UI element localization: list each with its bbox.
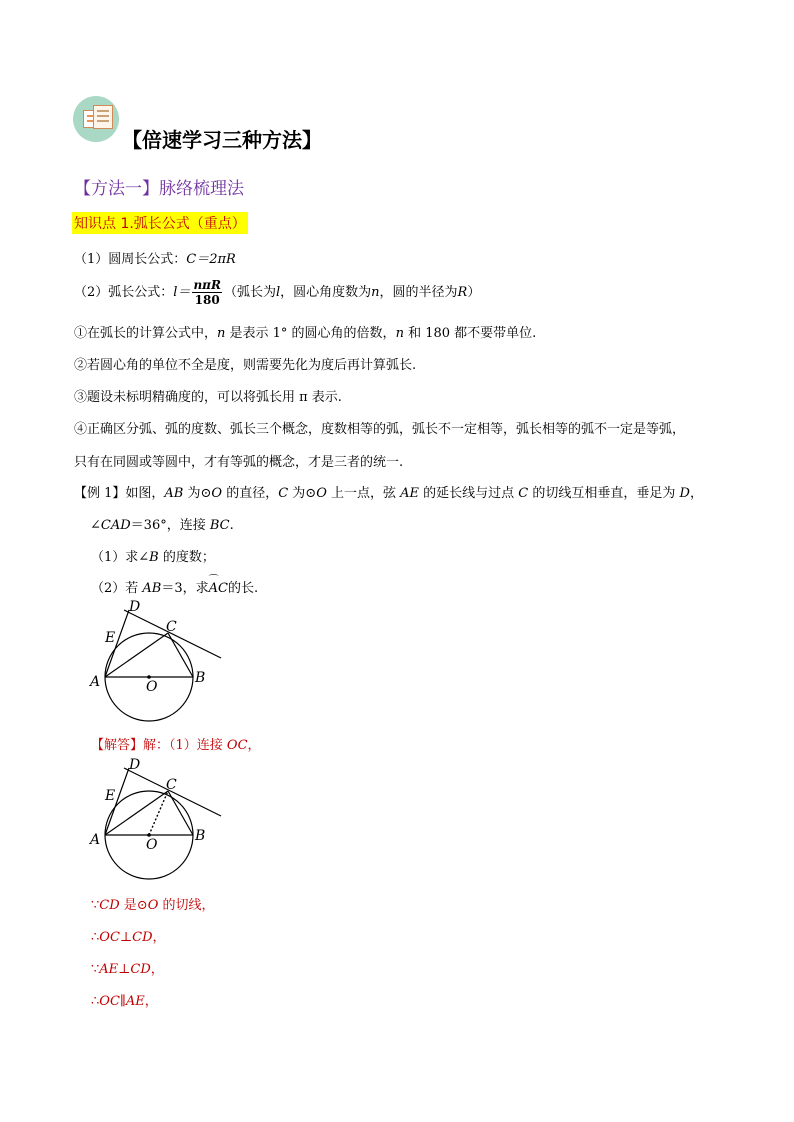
- fraction: $\frac{\text{nπR}}{180}$: [193, 278, 221, 307]
- solution-label: 【解答】: [91, 738, 144, 753]
- geometry-figure-2: [86, 756, 226, 882]
- label-a: A: [90, 832, 101, 848]
- label-a: A: [90, 674, 101, 690]
- label-c: C: [166, 619, 177, 635]
- question-2: （2）若 AB＝3，求⌒ AC的长.: [91, 577, 258, 596]
- label-b: B: [195, 828, 206, 844]
- note-1: ①在弧长的计算公式中，n 是表示 1° 的圆心角的倍数，n 和 180 都不要带单位.: [74, 326, 537, 341]
- method-heading: 【方法一】脉络梳理法: [74, 179, 244, 199]
- label-e: E: [105, 788, 116, 804]
- note-4: ④正确区分弧、弧的度数、弧长三个概念，度数相等的弧，弧长不一定相等，弧长相等的弧不一定是等弧，: [74, 422, 686, 437]
- label-o: O: [146, 679, 158, 695]
- solution-intro: 【解答】解：（1）连接 OC，: [91, 738, 261, 753]
- example-statement-continued: ∠CAD＝36°，连接 BC.: [90, 518, 234, 533]
- page-title: 【倍速学习三种方法】: [122, 128, 322, 152]
- arc-ac: ⌒ AC: [209, 581, 228, 596]
- note-4-continued: 只有在同圆或等圆中，才有等弧的概念，才是三者的统一.: [74, 455, 404, 470]
- note-2: ②若圆心角的单位不全是度，则需要先化为度后再计算弧长.: [74, 358, 417, 373]
- label-b: B: [195, 670, 206, 686]
- note-3: ③题设未标明精确度的，可以将弧长用 π 表示.: [74, 390, 342, 405]
- knowledge-point-heading: 知识点 1.弧长公式（重点）: [72, 212, 248, 234]
- label-c: C: [166, 777, 177, 793]
- solution-step-4: ∴OC∥AE，: [91, 994, 158, 1009]
- formula-arc-length: （2）弧长公式：l＝ $\frac{\text{nπR}}{180}$ （弧长为l，圆心角度数为n，圆的半径为R）: [74, 278, 481, 307]
- question-1: （1）求∠B 的度数；: [91, 550, 215, 565]
- document-logo-icon: [73, 96, 119, 142]
- label-e: E: [105, 630, 116, 646]
- example-statement: 【例 1】如图，AB 为⊙O 的直径，C 为⊙O 上一点，弦 AE 的延长线与过点 C 的切线互相垂直，垂足为 D，: [74, 486, 703, 501]
- geometry-figure-1: [86, 598, 226, 724]
- solution-step-2: ∴OC⊥CD，: [91, 930, 166, 945]
- solution-step-3: ∵AE⊥CD，: [91, 962, 164, 977]
- label-d: D: [129, 757, 141, 773]
- label-o: O: [146, 837, 158, 853]
- solution-step-1: ∵CD 是⊙O 的切线，: [91, 898, 215, 913]
- formula-circumference: （1）圆周长公式：C＝2πR: [74, 252, 236, 267]
- label-d: D: [129, 599, 141, 615]
